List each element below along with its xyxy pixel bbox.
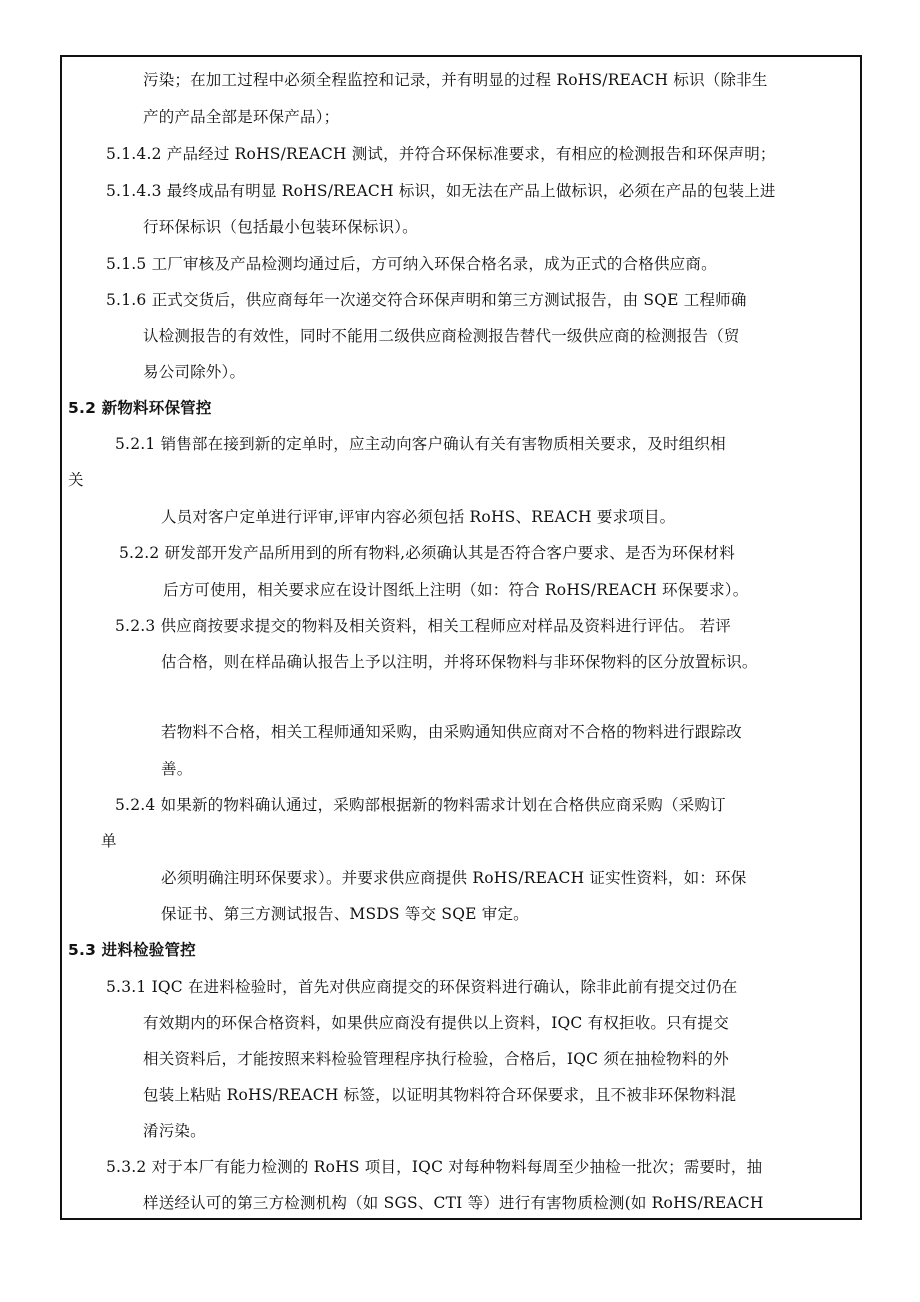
text-line: 5.2.2 研发部开发产品所用到的所有物料,必须确认其是否符合客户要求、是否为环保材料 (119, 544, 735, 562)
text-line: 保证书、第三方测试报告、MSDS 等交 SQE 审定。 (161, 905, 529, 923)
text-line: 淆污染。 (143, 1122, 206, 1140)
text-line: 5.1.6 正式交货后，供应商每年一次递交符合环保声明和第三方测试报告，由 SQE 工程师确 (106, 291, 747, 309)
text-line: 若物料不合格，相关工程师通知采购，由采购通知供应商对不合格的物料进行跟踪改 (161, 723, 742, 741)
text-line: 5.3.2 对于本厂有能力检测的 RoHS 项目，IQC 对每种物料每周至少抽检一批次；需要时，抽 (106, 1158, 763, 1176)
text-line: 后方可使用，相关要求应在设计图纸上注明（如：符合 RoHS/REACH 环保要求）。 (163, 581, 749, 599)
text-line: 产的产品全部是环保产品）； (143, 108, 340, 126)
text-line: 5.2.1 销售部在接到新的定单时，应主动向客户确认有关有害物质相关要求，及时组织相 (115, 435, 726, 453)
text-line: 包装上粘贴 RoHS/REACH 标签，以证明其物料符合环保要求，且不被非环保物料混 (143, 1086, 737, 1104)
text-line: 人员对客户定单进行评审,评审内容必须包括 RoHS、REACH 要求项目。 (161, 508, 676, 526)
text-line: 易公司除外）。 (143, 363, 246, 381)
text-line: 必须明确注明环保要求）。并要求供应商提供 RoHS/REACH 证实性资料，如：环保 (161, 869, 747, 887)
text-line: 单 (101, 832, 117, 850)
text-line: 5.3.1 IQC 在进料检验时，首先对供应商提交的环保资料进行确认，除非此前有提交过仍在 (106, 978, 738, 996)
text-line: 善。 (161, 760, 193, 778)
text-line: 有效期内的环保合格资料，如果供应商没有提供以上资料，IQC 有权拒收。只有提交 (143, 1014, 729, 1032)
section-heading-5-2: 5.2 新物料环保管控 (68, 399, 212, 417)
text-line: 5.1.4.3 最终成品有明显 RoHS/REACH 标识，如无法在产品上做标识，必须在产品的包装上进 (106, 182, 776, 200)
text-line: 认检测报告的有效性，同时不能用二级供应商检测报告替代一级供应商的检测报告（贸 (143, 327, 740, 345)
section-heading-5-3: 5.3 进料检验管控 (68, 941, 196, 959)
text-line: 关 (68, 471, 84, 489)
text-line: 5.1.4.2 产品经过 RoHS/REACH 测试，并符合环保标准要求，有相应的检测报告和环保声明； (106, 145, 776, 163)
text-line: 估合格，则在样品确认报告上予以注明，并将环保物料与非环保物料的区分放置标识。 (161, 653, 758, 671)
text-line: 相关资料后，才能按照来料检验管理程序执行检验，合格后，IQC 须在抽检物料的外 (143, 1050, 729, 1068)
text-line: 行环保标识（包括最小包装环保标识）。 (143, 218, 418, 236)
text-line: 污染；在加工过程中必须全程监控和记录，并有明显的过程 RoHS/REACH 标识（除非生 (143, 71, 768, 89)
text-line: 样送经认可的第三方检测机构（如 SGS、CTI 等）进行有害物质检测(如 RoHS/REACH (143, 1194, 764, 1212)
text-line: 5.1.5 工厂审核及产品检测均通过后，方可纳入环保合格名录，成为正式的合格供应商。 (106, 255, 717, 273)
text-line: 5.2.3 供应商按要求提交的物料及相关资料，相关工程师应对样品及资料进行评估。 若评 (115, 617, 731, 635)
text-line: 5.2.4 如果新的物料确认通过，采购部根据新的物料需求计划在合格供应商采购（采购订 (115, 796, 726, 814)
